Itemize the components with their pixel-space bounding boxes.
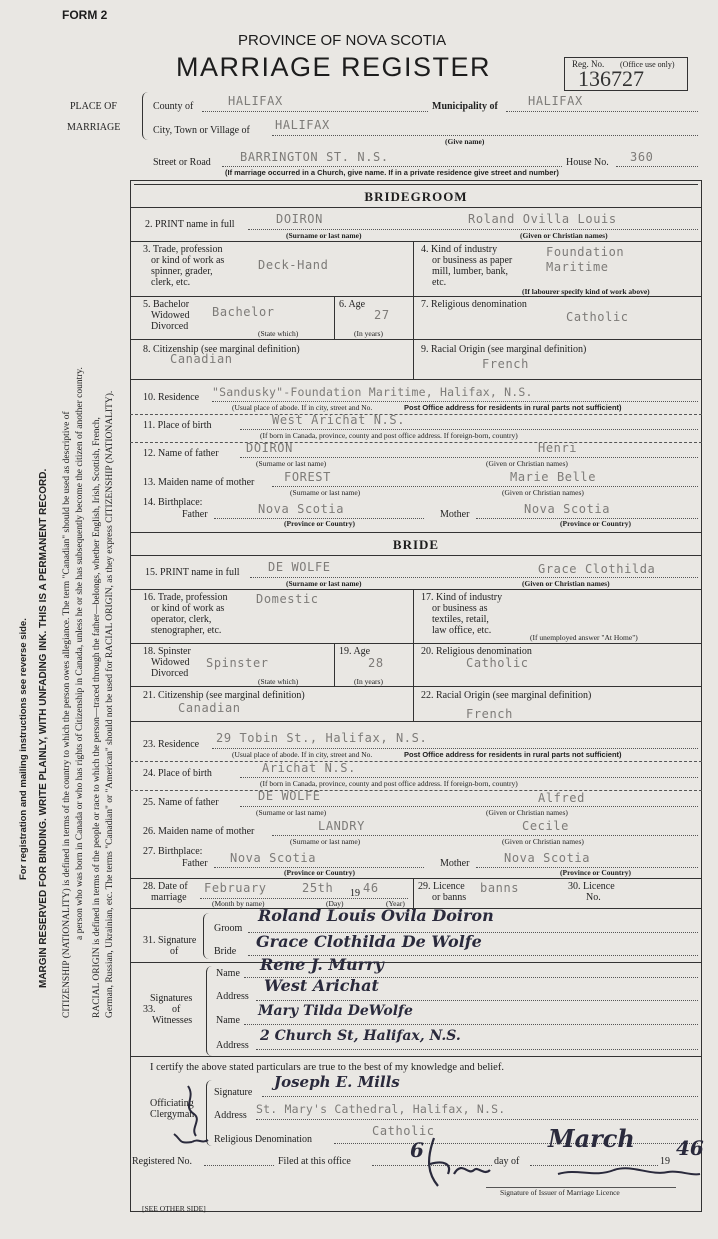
groom-given: Roland Ovilla Louis — [468, 212, 617, 226]
groom-surname: DOIRON — [276, 212, 323, 226]
groom-age: 27 — [374, 308, 390, 322]
bride-industry-label-2: or business as — [432, 603, 488, 614]
page-title: MARRIAGE REGISTER — [176, 52, 492, 82]
year-prefix: 19 — [350, 888, 360, 899]
clergyman-label: Clergyman — [150, 1109, 195, 1120]
birth-caption: (If born in Canada, province, county and post office address. If foreign-born, country) — [260, 431, 518, 440]
bachelor-label: 5. Bachelor — [143, 299, 190, 310]
groom-birthplace: West Arichat N.S. — [272, 413, 406, 427]
clergy-address: St. Mary's Cathedral, Halifax, N.S. — [256, 1102, 506, 1116]
groom-father-birthplace: Nova Scotia — [258, 502, 345, 516]
bride-status: Spinster — [206, 656, 269, 670]
place-brace — [142, 92, 150, 140]
groom-religion: Catholic — [566, 310, 629, 324]
bride-trade-label: 16. Trade, profession — [143, 592, 228, 603]
bride-sig-label: Bride — [214, 946, 237, 957]
municipality-value: HALIFAX — [528, 94, 583, 108]
county-label: County of — [153, 101, 194, 112]
bride-birthplaces-label: 27. Birthplace: — [143, 846, 203, 857]
clergy-sig-label: Signature — [214, 1087, 253, 1098]
filed-label: Filed at this office — [278, 1156, 351, 1167]
origin-label: 9. Racial Origin (see marginal definition) — [421, 344, 587, 355]
bride-industry-label-3: textiles, retail, — [432, 614, 489, 625]
province-caption: (Province or Country) — [284, 519, 355, 528]
given-caption: (Given or Christian names) — [502, 488, 584, 497]
bride-father-given: Alfred — [538, 791, 585, 805]
signature-label-2: of — [170, 946, 179, 957]
mother-bp-label: Mother — [440, 858, 470, 869]
bride-father-birthplace: Nova Scotia — [230, 851, 317, 865]
filed-year: 46 — [676, 1136, 704, 1160]
bride-residence: 29 Tobin St., Halifax, N.S. — [216, 731, 428, 745]
unemployed-caption: (If unemployed answer "At Home") — [530, 633, 638, 642]
marriage-month: February — [204, 881, 267, 895]
residence-caption-bold: Post Office address for residents in rural parts not sufficient) — [404, 750, 622, 759]
licence-no-label: 30. Licence — [568, 881, 615, 892]
given-caption: (Given or Christian names) — [520, 231, 608, 240]
surname-caption: (Surname or last name) — [286, 231, 362, 240]
province-caption: (Province or Country) — [560, 868, 631, 877]
trade-label-4: clerk, etc. — [151, 277, 191, 288]
groom-sig-label: Groom — [214, 923, 243, 934]
w1-name-label: Name — [216, 968, 240, 979]
signature-label: 31. Signature — [143, 935, 197, 946]
margin-note-1: For registration and mailing instructions see reverse side. — [18, 618, 29, 880]
divorced-label: Divorced — [151, 668, 189, 679]
issuer-caption: Signature of Issuer of Marriage Licence — [500, 1188, 620, 1197]
bride-citizenship: Canadian — [178, 701, 241, 715]
bride-mother-label: 26. Maiden name of mother — [143, 826, 255, 837]
bridegroom-heading: BRIDEGROOM — [364, 189, 468, 204]
state-caption: (State which) — [258, 329, 299, 338]
birth-caption: (If born in Canada, province, county and post office address. If foreign-born, country) — [260, 779, 518, 788]
witnesses-label: Signatures — [150, 993, 193, 1004]
groom-father-surname: DOIRON — [246, 441, 293, 455]
clergy-signature: Joseph E. Mills — [274, 1073, 400, 1091]
place-of-label: PLACE OF — [70, 101, 117, 112]
residence-caption-bold: Post Office address for residents in rural parts not sufficient) — [404, 403, 622, 412]
witness-2-name: Mary Tilda DeWolfe — [258, 1003, 413, 1019]
groom-name-label: 2. PRINT name in full — [145, 219, 235, 230]
issuer-signature-mark — [418, 1130, 704, 1190]
surname-caption: (Surname or last name) — [290, 488, 361, 497]
margin-note-6: German, Russian, Ukrainian, etc. The terms "Canadian" or "American" should not be used for RACIAL ORIGIN, as they express CITIZENSHIP (NATIONALITY). — [105, 390, 115, 1018]
groom-mother-given: Marie Belle — [510, 470, 597, 484]
certify-statement: I certify the above stated particulars are true to the best of my knowledge and belief. — [150, 1062, 504, 1073]
marriage-day: 25th — [302, 881, 334, 895]
bride-industry-label-4: law office, etc. — [432, 625, 492, 636]
witnesses-label-3: Witnesses — [152, 1015, 193, 1026]
bride-citizenship-label: 21. Citizenship (see marginal definition) — [143, 690, 305, 701]
widowed-label: Widowed — [151, 657, 190, 668]
witness-2-address: 2 Church St, Halifax, N.S. — [260, 1028, 461, 1044]
filed-day: 6 — [410, 1138, 424, 1162]
w1-address-label: Address — [216, 991, 249, 1002]
margin-note-5: RACIAL ORIGIN is defined in terms of the people or race to which the person—traced through the father—belongs, whether English, Irish, Scottish, French, — [92, 417, 102, 1018]
groom-citizenship: Canadian — [170, 352, 233, 366]
groom-industry-2: Maritime — [546, 260, 609, 274]
marriage-date-label: 28. Date of — [143, 881, 188, 892]
province-title: PROVINCE OF NOVA SCOTIA — [238, 32, 447, 49]
birthplaces-label: 14. Birthplace: — [143, 497, 203, 508]
reg-label: Reg. No. — [572, 59, 605, 69]
bride-father-surname: DE WOLFE — [258, 789, 321, 803]
divorced-label: Divorced — [151, 321, 189, 332]
bride-birthplace-label: 24. Place of birth — [143, 768, 212, 779]
father-bp-label: Father — [182, 858, 208, 869]
bride-name-label: 15. PRINT name in full — [145, 567, 240, 578]
registered-label: Registered No. — [132, 1156, 192, 1167]
city-value: HALIFAX — [275, 118, 330, 132]
see-other-side: [SEE OTHER SIDE] — [142, 1204, 206, 1213]
age-label: 6. Age — [339, 299, 366, 310]
officiating-label: Officiating — [150, 1098, 194, 1109]
bride-age-label: 19. Age — [339, 646, 371, 657]
form-number: FORM 2 — [62, 8, 108, 22]
industry-label: 4. Kind of industry — [421, 244, 498, 255]
industry-label-4: etc. — [432, 277, 447, 288]
industry-label-3: mill, lumber, bank, — [432, 266, 508, 277]
margin-note-4: a person who was born in Canada or who has rights of Citizenship in Canada, unless he or she has subsequently become the citizen of another country. — [75, 367, 85, 940]
day-of-label: day of — [494, 1156, 520, 1167]
widowed-label: Widowed — [151, 310, 190, 321]
bride-residence-label: 23. Residence — [143, 739, 200, 750]
trade-label: 3. Trade, profession — [143, 244, 223, 255]
licence-no-label-2: No. — [586, 892, 601, 903]
groom-industry-1: Foundation — [546, 245, 625, 259]
county-value: HALIFAX — [228, 94, 283, 108]
given-caption: (Given or Christian names) — [486, 808, 568, 817]
mother-label: 13. Maiden name of mother — [143, 477, 255, 488]
bride-mother-birthplace: Nova Scotia — [504, 851, 591, 865]
bride-birthplace: Arichat N.S. — [262, 761, 356, 775]
state-caption: (State which) — [258, 677, 299, 686]
religion-label: 7. Religious denomination — [421, 299, 527, 310]
clergy-religion: Catholic — [372, 1124, 435, 1138]
groom-father-given: Henri — [538, 441, 578, 455]
street-caption: (If marriage occurred in a Church, give name. If in a private residence give street and number) — [225, 168, 559, 177]
province-caption: (Province or Country) — [284, 868, 355, 877]
day-caption: (Day) — [326, 899, 344, 908]
municipality-label: Municipality of — [432, 101, 498, 112]
trade-label-3: spinner, grader, — [151, 266, 213, 277]
give-name-caption: (Give name) — [445, 137, 485, 146]
clergy-stamp-mark — [168, 1082, 220, 1148]
surname-caption: (Surname or last name) — [290, 837, 361, 846]
groom-status: Bachelor — [212, 305, 275, 319]
licence-label: 29. Licence — [418, 881, 465, 892]
industry-label-2: or business as paper — [432, 255, 513, 266]
citizenship-label: 8. Citizenship (see marginal definition) — [143, 344, 300, 355]
year-caption: (Year) — [386, 899, 405, 908]
margin-note-2: MARGIN RESERVED FOR BINDING. WRITE PLAINLY, WITH UNFADING INK. THIS IS A PERMANENT RECORD. — [38, 468, 49, 988]
surname-caption: (Surname or last name) — [286, 579, 362, 588]
mother-bp-label: Mother — [440, 509, 470, 520]
given-caption: (Given or Christian names) — [486, 459, 568, 468]
bride-trade: Domestic — [256, 592, 319, 606]
trade-label-2: or kind of work as — [151, 255, 225, 266]
bride-trade-label-2: or kind of work as — [151, 603, 225, 614]
bride-heading: BRIDE — [392, 537, 440, 552]
w2-name-label: Name — [216, 1015, 240, 1026]
bride-age: 28 — [368, 656, 384, 670]
margin-note-3: CITIZENSHIP (NATIONALITY) is defined in terms of the country to which the person owes allegiance. The term "Canadian" should be used as descriptive of — [62, 411, 72, 1018]
street-value: BARRINGTON ST. N.S. — [240, 150, 389, 164]
month-caption: (Month by name) — [212, 899, 265, 908]
witness-1-address: West Arichat — [264, 976, 379, 995]
groom-trade: Deck-Hand — [258, 258, 329, 272]
w2-address-label: Address — [216, 1040, 249, 1051]
groom-signature: Roland Louis Ovila Doiron — [258, 906, 494, 925]
clergy-religion-label: Religious Denomination — [214, 1134, 313, 1145]
father-bp-label: Father — [182, 509, 208, 520]
filed-month: March — [548, 1124, 635, 1153]
groom-mother-surname: FOREST — [284, 470, 331, 484]
witnesses-label-2: of — [172, 1004, 181, 1015]
witness-1-name: Rene J. Murry — [260, 955, 384, 974]
residence-caption: (Usual place of abode. If in city, street and No. — [232, 403, 373, 412]
reg-number: 136727 — [578, 66, 644, 91]
groom-residence: "Sandusky"-Foundation Maritime, Halifax, N.S. — [212, 385, 533, 399]
bride-trade-label-3: operator, clerk, — [151, 614, 212, 625]
groom-origin: French — [482, 357, 529, 371]
bride-mother-given: Cecile — [522, 819, 569, 833]
filed-year-prefix: 19 — [660, 1156, 670, 1167]
given-caption: (Given or Christian names) — [522, 579, 610, 588]
licence-value: banns — [480, 881, 520, 895]
given-caption: (Given or Christian names) — [502, 837, 584, 846]
bride-signature: Grace Clothilda De Wolfe — [256, 932, 482, 951]
bride-religion: Catholic — [466, 656, 529, 670]
residence-label: 10. Residence — [143, 392, 200, 403]
residence-caption: (Usual place of abode. If in city, street and No. — [232, 750, 373, 759]
reg-note: (Office use only) — [620, 60, 675, 69]
bride-origin-label: 22. Racial Origin (see marginal definition) — [421, 690, 592, 701]
bride-trade-label-4: stenographer, etc. — [151, 625, 222, 636]
marriage-date-label-2: marriage — [151, 892, 187, 903]
years-caption: (In years) — [354, 329, 383, 338]
bride-mother-surname: LANDRY — [318, 819, 365, 833]
bride-religion-label: 20. Religious denomination — [421, 646, 532, 657]
banns-label: or banns — [432, 892, 467, 903]
street-label: Street or Road — [153, 157, 211, 168]
years-caption: (In years) — [354, 677, 383, 686]
witnesses-number: 33. — [143, 1004, 156, 1015]
surname-caption: (Surname or last name) — [256, 808, 327, 817]
province-caption: (Province or Country) — [560, 519, 631, 528]
spinster-label: 18. Spinster — [143, 646, 191, 657]
bride-surname: DE WOLFE — [268, 560, 331, 574]
groom-mother-birthplace: Nova Scotia — [524, 502, 611, 516]
house-label: House No. — [566, 157, 609, 168]
clergy-address-label: Address — [214, 1110, 247, 1121]
city-label: City, Town or Village of — [153, 125, 250, 136]
bride-given: Grace Clothilda — [538, 562, 656, 576]
bride-origin: French — [466, 707, 513, 721]
marriage-year: 46 — [363, 881, 379, 895]
birthplace-label: 11. Place of birth — [143, 420, 212, 431]
bride-father-label: 25. Name of father — [143, 797, 219, 808]
marriage-label: MARRIAGE — [67, 122, 121, 133]
surname-caption: (Surname or last name) — [256, 459, 327, 468]
bride-industry-label: 17. Kind of industry — [421, 592, 503, 603]
industry-caption: (If labourer specify kind of work above) — [522, 287, 650, 296]
house-value: 360 — [630, 150, 654, 164]
father-label: 12. Name of father — [143, 448, 219, 459]
